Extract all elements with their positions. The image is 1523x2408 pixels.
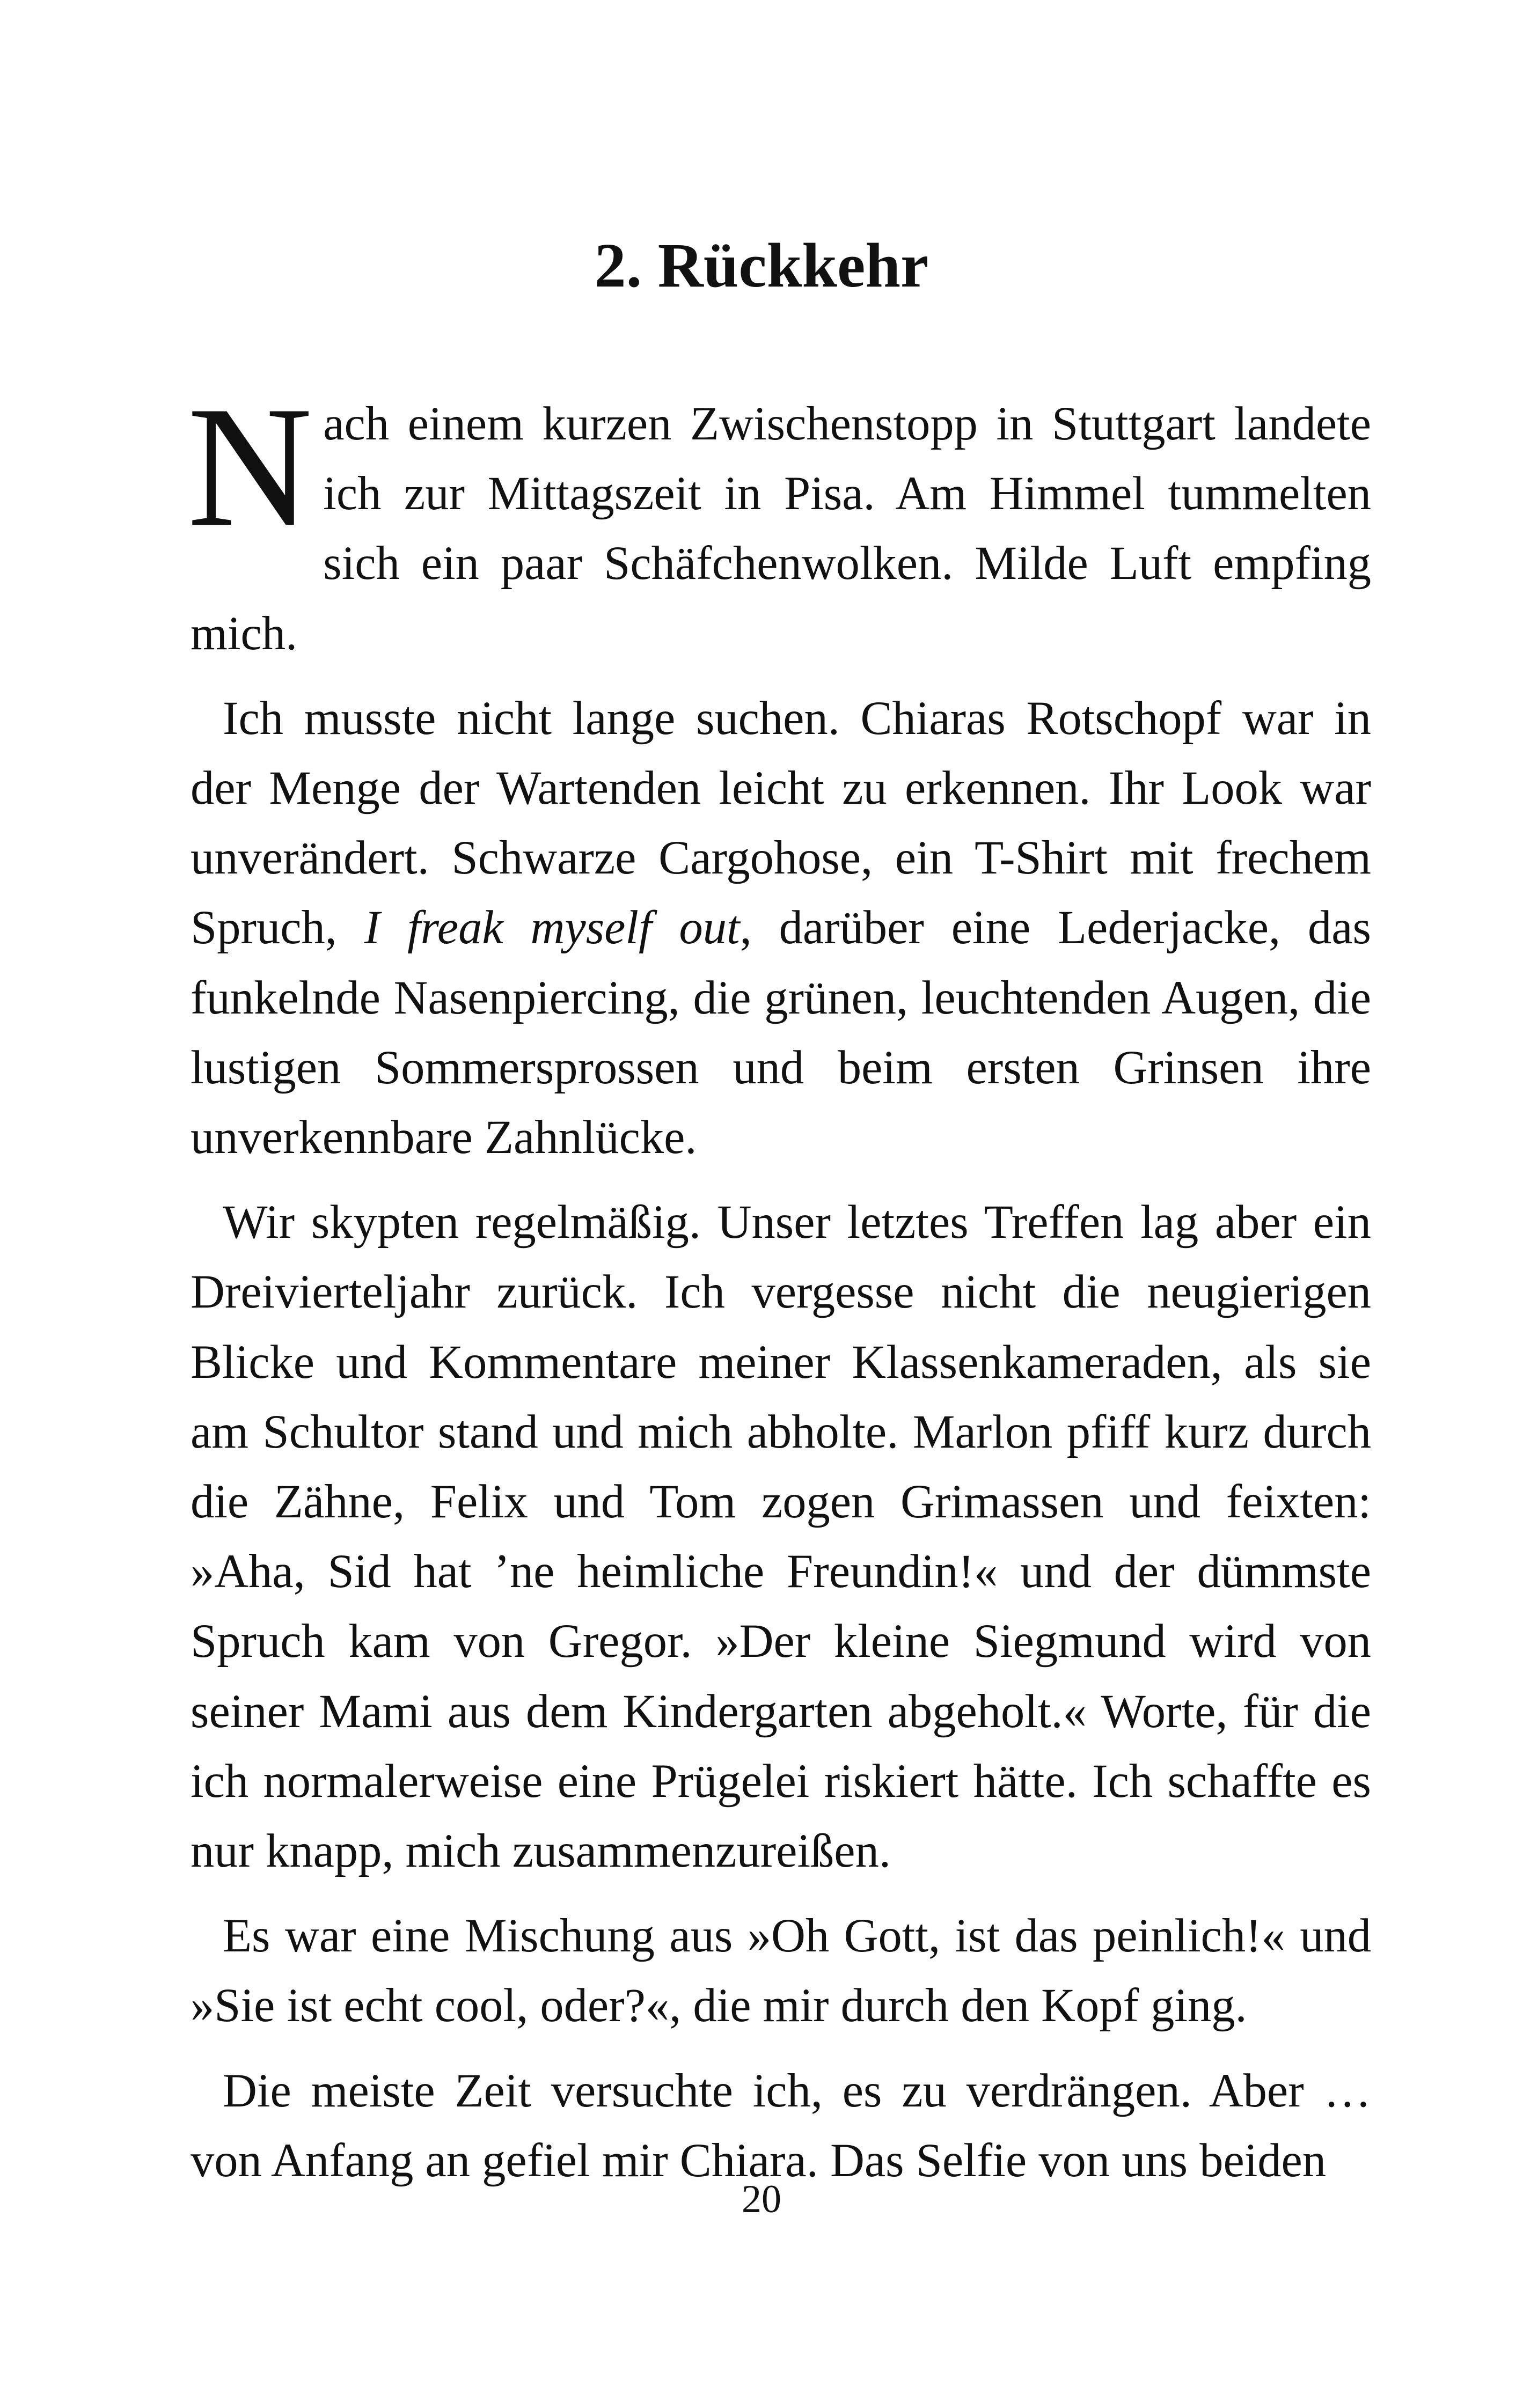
paragraph-1-text: ach einem kurzen Zwischenstopp in Stuttgart landete ich zur Mittagszeit in Pisa. Am Himmel tummelten sich ein paar Schäfchenwolken. Milde Luft empfing mich. bbox=[191, 398, 1371, 660]
tshirt-slogan: I freak myself out bbox=[364, 901, 740, 955]
paragraph-2-text-end: , darüber eine Lederjacke, das funkelnde Nasenpiercing, die grünen, leuchtenden Augen, die lustigen Sommersprossen und beim ersten Grinsen ihre unverkennbare Zahnlücke. bbox=[191, 901, 1371, 1164]
chapter-body bbox=[187, 370, 1371, 2211]
drop-cap-initial: N bbox=[187, 370, 313, 562]
paragraph-5: Die meiste Zeit versuchte ich, es zu verdrängen. Aber … von Anfang an gefiel mir Chiara. Das Selfie von uns beiden bbox=[191, 2064, 1371, 2187]
paragraph-2 bbox=[191, 684, 1371, 1172]
paragraph-4: Es war eine Mischung aus »Oh Gott, ist das peinlich!« und »Sie ist echt cool, oder?«, die mir durch den Kopf ging. bbox=[191, 1910, 1371, 2032]
paragraph-1 bbox=[187, 370, 1371, 669]
page-number: 20 bbox=[742, 2177, 781, 2221]
paragraph-3: Wir skypten regelmäßig. Unser letztes Treffen lag aber ein Dreivierteljahr zurück. Ich vergesse nicht die neugierigen Blicke und Kommentare meiner Klassenkameraden, als sie am Schultor stand und mich abholte. Marlon pfiff kurz durch die Zähne, Felix und Tom zogen Grimassen und feixten: »Aha, Sid hat ’ne heimliche Freundin!« und der dümmste Spruch kam von Gregor. »Der kleine Siegmund wird von seiner Mami aus dem Kindergarten abgeholt.« Worte, für die ich normalerweise eine Prügelei riskiert hätte. Ich schaffte es nur knapp, mich zusammenzureißen. bbox=[191, 1196, 1371, 1878]
chapter-title: 2. Rückkehr bbox=[594, 230, 929, 300]
paragraph-2-text-start: Ich musste nicht lange suchen. Chiaras Rotschopf war in der Menge der Wartenden leicht zu erkennen. Ihr Look war unverändert. Schwarze Cargohose, ein T-Shirt mit frechem Spruch, bbox=[191, 692, 1371, 955]
